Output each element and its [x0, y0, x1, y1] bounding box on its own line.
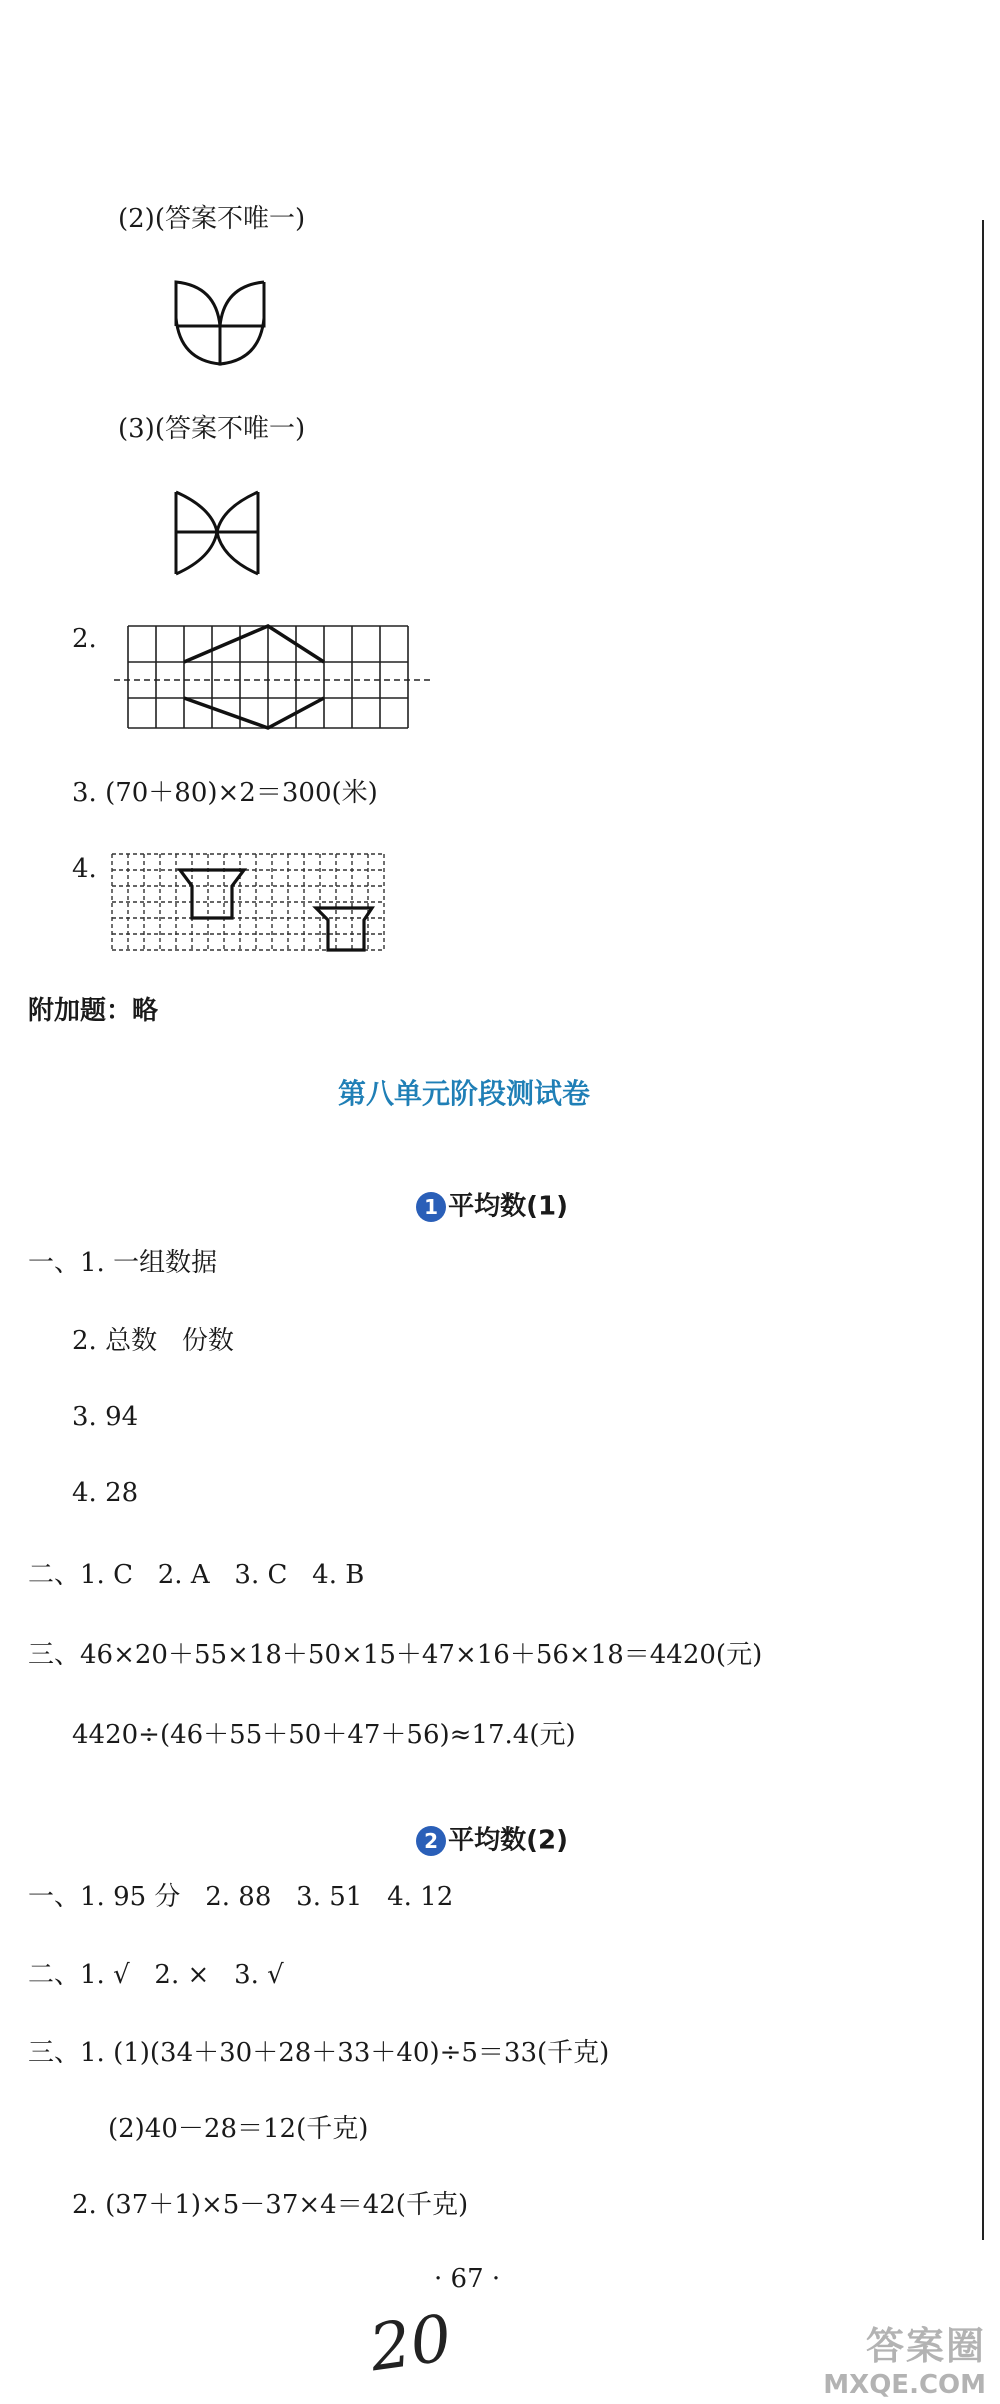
unit-title: 第八单元阶段测试卷 [338, 1077, 591, 1110]
leaf-shape-figure-1 [172, 278, 272, 368]
l2-section-2: 二、1. √ 2. × 3. √ [28, 1960, 284, 1990]
butterfly-shape-figure [172, 488, 262, 578]
grid-symmetric-figure [110, 622, 430, 732]
lesson-2-title: 平均数(2) [448, 1825, 568, 1856]
l1-section-3-line-2: 4420÷(46＋55＋50＋47＋56)≈17.4(元) [72, 1720, 576, 1750]
answer-2-label: (2)(答案不唯一) [118, 204, 306, 234]
margin-line [982, 220, 984, 2240]
l1-section-1-item-1: 一、1. 一组数据 [28, 1248, 218, 1278]
lesson-1-title: 平均数(1) [448, 1191, 568, 1222]
l1-section-3-line-1: 三、46×20＋55×18＋50×15＋47×16＋56×18＝4420(元) [28, 1640, 763, 1670]
l1-section-1-item-4: 4. 28 [72, 1478, 139, 1508]
l1-section-2: 二、1. C 2. A 3. C 4. B [28, 1560, 365, 1590]
lesson-1-badge: 1 [416, 1192, 446, 1222]
watermark-text: 答案圈 [865, 2324, 986, 2368]
question-4-label: 4. [72, 854, 97, 884]
question-3-answer: 3. (70＋80)×2＝300(米) [72, 778, 378, 808]
dotted-grid-figure [110, 850, 390, 960]
lesson-2-badge: 2 [416, 1826, 446, 1856]
l1-section-1-item-3: 3. 94 [72, 1402, 139, 1432]
answer-3-label: (3)(答案不唯一) [118, 414, 306, 444]
extra-question: 附加题：略 [28, 996, 159, 1026]
watermark-logo [786, 2315, 986, 2400]
lesson-2-heading [398, 1800, 568, 1856]
l2-section-3-line-1: 三、1. (1)(34＋30＋28＋33＋40)÷5＝33(千克) [28, 2038, 610, 2068]
l2-section-1: 一、1. 95 分 2. 88 3. 51 4. 12 [28, 1882, 454, 1912]
l2-section-3-line-2: (2)40－28＝12(千克) [108, 2114, 369, 2144]
l2-section-3-line-3: 2. (37＋1)×5－37×4＝42(千克) [72, 2190, 469, 2220]
l1-section-1-item-2: 2. 总数 份数 [72, 1326, 234, 1356]
watermark-url: MXQE.COM [823, 2370, 986, 2400]
page-number: · 67 · [434, 2264, 501, 2294]
handwritten-mark: 20 [365, 2301, 457, 2387]
lesson-1-heading [398, 1166, 568, 1222]
question-2-label: 2. [72, 624, 97, 654]
